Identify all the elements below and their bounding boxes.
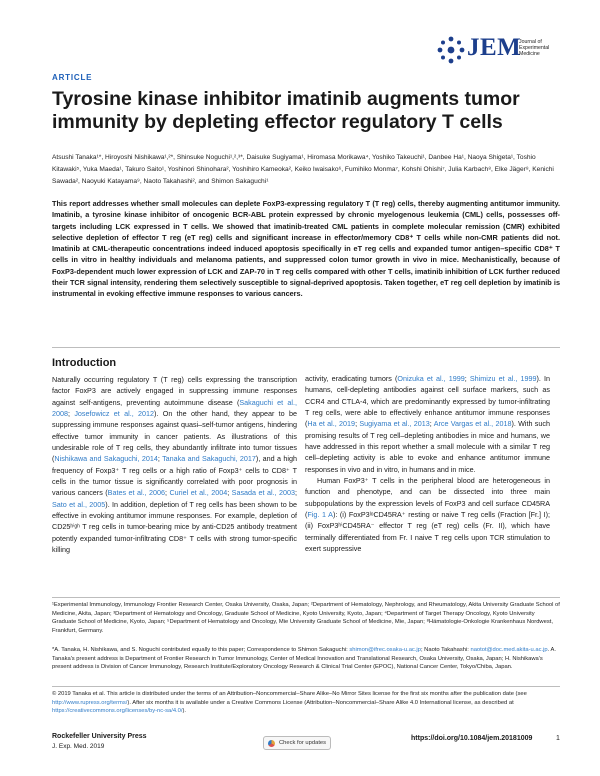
reference-link[interactable]: Nishikawa and Sakaguchi, 2014 — [54, 454, 158, 464]
logo-sub-line: Journal of — [519, 39, 542, 45]
article-title: Tyrosine kinase inhibitor imatinib augments tumor immunity by depleting effector regulatory T cells — [52, 88, 520, 133]
check-for-updates-label: Check for updates — [279, 740, 327, 746]
text-run: ): (i) FoxP3ˡᵒCD45RA⁺ resting or naive T reg cells (Fraction [Fr.] I); (ii) FoxP3ʰⁱCD45RA⁻ effector T reg (eT reg) cells (Fr. II), which have terminally differentiated from Fr. I naive T reg cells upon TCR stimulation to exert suppressive — [305, 510, 550, 554]
reference-link[interactable]: Onizuka et al., 1999 — [397, 374, 465, 383]
intro-paragraph-2 — [305, 373, 550, 475]
introduction-heading: Introduction — [52, 357, 117, 369]
reference-link[interactable]: Bates et al., 2006 — [107, 488, 165, 498]
abstract: This report addresses whether small molecules can deplete FoxP3-expressing regulatory T (T reg) cells, thereby augmenting antitumor immunity. Imatinib, a tyrosine kinase inhibitor of oncogenic BCR-ABL protein expressed by chronic myelogenous leukemia (CML) cells, possesses off-targets including LCK expressed in T cells. We showed that imatinib-treated CML patients in complete molecular remission (CMR) exhibited selective depletion of effector T reg (eT reg) cells and significant increase in effector/memory CD8⁺ T cells while non-CMR patients did not. Imatinib at CML-therapeutic concentrations indeed induced apoptosis specifically in eT reg cells and expanded tumor antigen–specific CD8⁺ T cells in vitro in healthy individuals and melanoma patients, and suppressed colon tumor growth in vivo in mice. Mechanistically, because of FoxP3-dependent much lower expression of LCK and ZAP-70 in T reg cells compared with other T cells, imatinib inhibition of LCK further reduced their TCR signal intensity, rendering them selectively susceptible to signal-deprived apoptosis. Taken together, eT reg cell depletion by imatinib is instrumental in evoking effective immune responses to various cancers. — [52, 199, 560, 299]
text-run: ). After six months it is available under a Creative Commons License (Attribution–Noncommercial–Share Alike 4.0 International license, as described at — [127, 699, 514, 706]
check-for-updates-button[interactable] — [263, 736, 331, 750]
logo-sub-line: Experimental — [519, 45, 550, 52]
text-run: ). On the other hand, they appear to be suppressing immune responses against quasi–self-tumor antigens, hindering effective tumor immunity in cancer patients. As illustrations of this undesirable role of T reg cells, they abundantly infiltrate into tumor tissues ( — [52, 409, 297, 464]
reference-link[interactable]: Sasada et al., 2003 — [231, 488, 295, 498]
right-column — [305, 373, 550, 555]
text-run: ; — [227, 488, 232, 498]
text-run: ). With such promising results of T reg cell–depleting antibodies in mice and humans, we have addressed in this report whether a small molecule with a similar T reg cell–depleting activity is able to evoke and enhance antitumor immune responses in vivo and in vitro, in humans and in mice. — [305, 419, 550, 474]
page-number: 1 — [556, 735, 560, 742]
license-statement — [52, 690, 560, 716]
author-list: Atsushi Tanaka¹*, Hiroyoshi Nishikawa¹,²*, Shinsuke Noguchi¹,²,³*, Daisuke Sugiyama¹, Hiromasa Morikawa⁴, Yoshiko Takeuchi¹, Danbee Ha¹, Naoya Shigeta¹, Toshio Kitawaki⁵, Yuka Maeda¹, Takuro Saito¹, Yoshinori Shinohara², Yoshihiro Kameoka², Keiko Iwaisako⁶, Fumihiko Monma⁷, Kohshi Ohishi⁷, Julia Karbach⁸, Elke Jäger⁸, Kenichi Sawada², Naoyuki Katayama⁹, Naoto Takahashi², and Shimon Sakaguchi¹ — [52, 154, 554, 185]
section-divider — [52, 347, 560, 348]
text-run: *A. Tanaka, H. Nishikawa, and S. Noguchi contributed equally to this paper; Correspondence to Shimon Sakaguchi: — [52, 647, 350, 653]
text-run: ; Naoto Takahashi: — [420, 647, 471, 653]
text-run: ; — [429, 419, 434, 429]
article-type-label: ARTICLE — [52, 73, 93, 82]
jem-logo-icon — [437, 36, 465, 64]
affiliations — [52, 601, 560, 635]
author-notes — [52, 646, 560, 672]
text-run: ; — [464, 374, 470, 383]
reference-link[interactable]: Fig. 1 A — [307, 510, 333, 520]
text-run: ; — [68, 409, 75, 419]
publisher-name: Rockefeller University Press — [52, 733, 147, 740]
affiliations-text: ¹Experimental Immunology, Immunology Frontier Research Center, Osaka University, Osaka, Japan; ²Department of Hematology, Nephrology, and Rheumatology, Akita University Graduate School of Medicine, Akita, Japan; ³Department of Hematology and Oncology, Graduate School of Medicine, Kyoto University, Kyoto, Japan; ⁴Department of Target Therapy Oncology, Kyoto University Graduate School of Medicine, Kyoto, Japan; ⁵Department of Hematology and Oncology, Mie University Graduate School of Medicine, Mie, Japan; ⁸Hämatologie-Onkologie Krankenhaus Nordwest, Frankfurt, Germany. — [52, 602, 560, 634]
reference-link[interactable]: Josefowicz et al., 2012 — [74, 409, 155, 419]
reference-link[interactable]: Ha et al., 2019 — [307, 419, 356, 429]
author-notes-text — [52, 646, 560, 672]
intro-paragraph-3 — [305, 475, 550, 554]
reference-link[interactable]: Sugiyama et al., 2013 — [359, 419, 430, 429]
intro-paragraph-1 — [52, 374, 297, 556]
text-run: ). In humans, cell-depleting antibodies against cell surface markers, such as CCR4 and CTLA-4, which are predominantly expressed by tumor-infiltrating T reg cells, were able to effectively enhance antitumor immune responses ( — [305, 374, 550, 429]
reference-link[interactable]: naotot@doc.med.akita-u.ac.jp — [470, 647, 548, 653]
reference-link[interactable]: https://creativecommons.org/licenses/by-nc-sa/4.0/ — [52, 708, 183, 715]
text-run: ). In addition, depletion of T reg cells has been shown to be effective in evoking antitumor immune responses. For example, depletion of CD25ʰⁱᵍʰ T reg cells in tumor-bearing mice by anti-CD25 antibody treatment potently expanded tumor-infiltrating CD8⁺ T cells with strong tumor-specific killing — [52, 499, 297, 555]
text-run: ; — [157, 454, 163, 464]
crossmark-icon — [268, 740, 275, 747]
text-run: ). — [182, 708, 187, 715]
journal-logo-subtitle — [519, 39, 559, 58]
text-run: Naturally occurring regulatory T (T reg) cells expressing the transcription factor FoxP3 are actively engaged in suppressing immune responses against self-antigens, preventing autoimmune disease ( — [52, 375, 297, 407]
text-run: © 2019 Tanaka et al. This article is distributed under the terms of an Attribution–Noncommercial–Share Alike–No Mirror Sites license for the first six months after the publication date (see — [52, 691, 527, 697]
text-run: Human FoxP3⁺ T cells in the peripheral blood are heterogeneous in function and phenotype, and can be dissected into three main subpopulations by the expression levels of FoxP3 and cell surface CD45RA ( — [305, 476, 550, 520]
text-run: ; — [295, 488, 297, 498]
reference-link[interactable]: http://www.rupress.org/terms/ — [52, 699, 128, 706]
journal-logo-text: JEM — [467, 34, 522, 61]
license-text — [52, 690, 560, 716]
logo-sub-line: Medicine — [519, 51, 540, 58]
reference-link[interactable]: Sakaguchi et al., 2008 — [52, 397, 297, 419]
license-divider — [52, 686, 560, 687]
reference-link[interactable]: Arce Vargas et al., 2018 — [433, 419, 512, 429]
reference-link[interactable]: Shimizu et al., 1999 — [469, 374, 537, 383]
doi-link[interactable]: https://doi.org/10.1084/jem.20181009 — [411, 735, 533, 742]
reference-link[interactable]: shimon@ifrec.osaka-u.ac.jp — [349, 647, 421, 653]
text-run: ; — [355, 419, 360, 429]
left-column — [52, 357, 297, 556]
reference-link[interactable]: Curiel et al., 2004 — [169, 488, 228, 498]
reference-link[interactable]: Sato et al., 2005 — [52, 499, 106, 509]
text-run: activity, eradicating tumors ( — [305, 374, 398, 383]
footnote-divider — [52, 597, 560, 598]
journal-logo[interactable] — [437, 34, 557, 68]
journal-citation: J. Exp. Med. 2019 — [52, 743, 105, 750]
text-run: ; — [165, 488, 170, 498]
text-run: . A. Tanaka's present address is Department of Frontier Research in Tumor Immunology, Center of Medical Innovation and Translational Research, Osaka University, Osaka, Japan; H. Nishikawa's present address is Division of Cancer Immunology, Research Institute/Exploratory Oncology Research & Clinical Trial Center (EPOC), National Cancer Center, Tokyo/Chiba, Japan. — [52, 647, 556, 671]
text-run: ), and a high frequency of Foxp3⁺ T reg cells or a high ratio of Foxp3⁺ cells to CD8⁺ T cells in the tumor tissue is significantly correlated with poor prognosis in various cancers ( — [52, 454, 298, 498]
reference-link[interactable]: Tanaka and Sakaguchi, 2017 — [162, 454, 256, 464]
